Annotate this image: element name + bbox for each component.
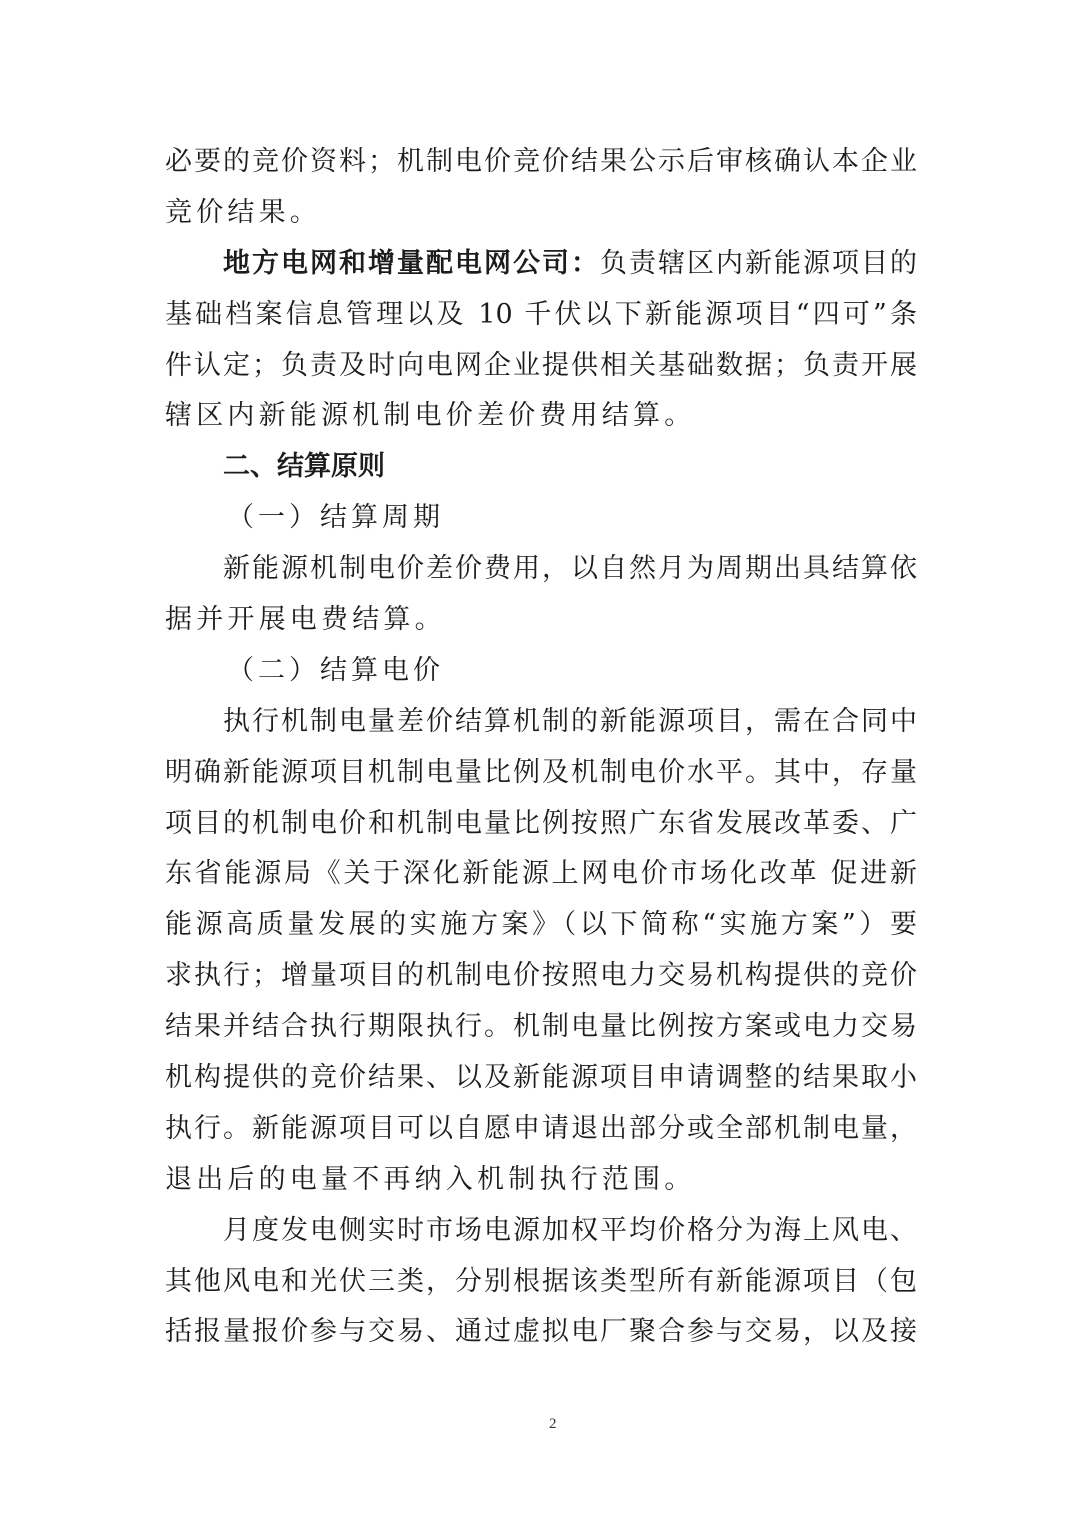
text-line: 其他风电和光伏三类，分别根据该类型所有新能源项目（包 <box>165 1265 917 1297</box>
text-line: 执行机制电量差价结算机制的新能源项目，需在合同中 <box>223 705 917 737</box>
bold-lead-label: 地方电网和增量配电网公司： <box>223 247 600 279</box>
subsection-heading: （二）结算电价 <box>227 654 444 686</box>
text-line: 基础档案信息管理以及 10 千伏以下新能源项目“四可”条 <box>165 298 917 330</box>
text-line: 机构提供的竞价结果、以及新能源项目申请调整的结果取小 <box>165 1062 917 1094</box>
paragraph-local-grid <box>165 239 917 290</box>
text-line: 项目的机制电价和机制电量比例按照广东省发展改革委、广 <box>165 807 917 839</box>
text-line: 新能源机制电价差价费用，以自然月为周期出具结算依 <box>223 553 917 585</box>
text-line: 月度发电侧实时市场电源加权平均价格分为海上风电、 <box>223 1214 917 1246</box>
text-line: 必要的竞价资料；机制电价竞价结果公示后审核确认本企业 <box>165 146 917 177</box>
section-heading: 二、结算原则 <box>223 451 385 483</box>
text-line: 据并开展电费结算。 <box>165 604 446 636</box>
text-line: 结果并结合执行期限执行。机制电量比例按方案或电力交易 <box>165 1011 917 1043</box>
text-run: 负责辖区内新能源项目的 <box>600 247 917 279</box>
text-line: 件认定；负责及时向电网企业提供相关基础数据；负责开展 <box>165 349 917 381</box>
text-line: 括报量报价参与交易、通过虚拟电厂聚合参与交易，以及接 <box>165 1316 917 1348</box>
text-line: 竞价结果。 <box>165 196 321 228</box>
text-line: 求执行；增量项目的机制电价按照电力交易机构提供的竞价 <box>165 960 917 992</box>
document-page <box>165 137 917 1358</box>
text-line: 退出后的电量不再纳入机制执行范围。 <box>165 1163 696 1195</box>
text-line: 明确新能源项目机制电量比例及机制电价水平。其中，存量 <box>165 756 917 788</box>
text-line: 能源高质量发展的实施方案》（以下简称“实施方案”）要 <box>165 909 917 941</box>
text-line: 执行。新能源项目可以自愿申请退出部分或全部机制电量， <box>165 1112 917 1144</box>
text-line: 辖区内新能源机制电价差价费用结算。 <box>165 400 696 432</box>
page-number: 2 <box>549 1416 557 1432</box>
text-line: 东省能源局《关于深化新能源上网电价市场化改革 促进新 <box>165 858 917 890</box>
subsection-heading: （一）结算周期 <box>227 502 444 534</box>
